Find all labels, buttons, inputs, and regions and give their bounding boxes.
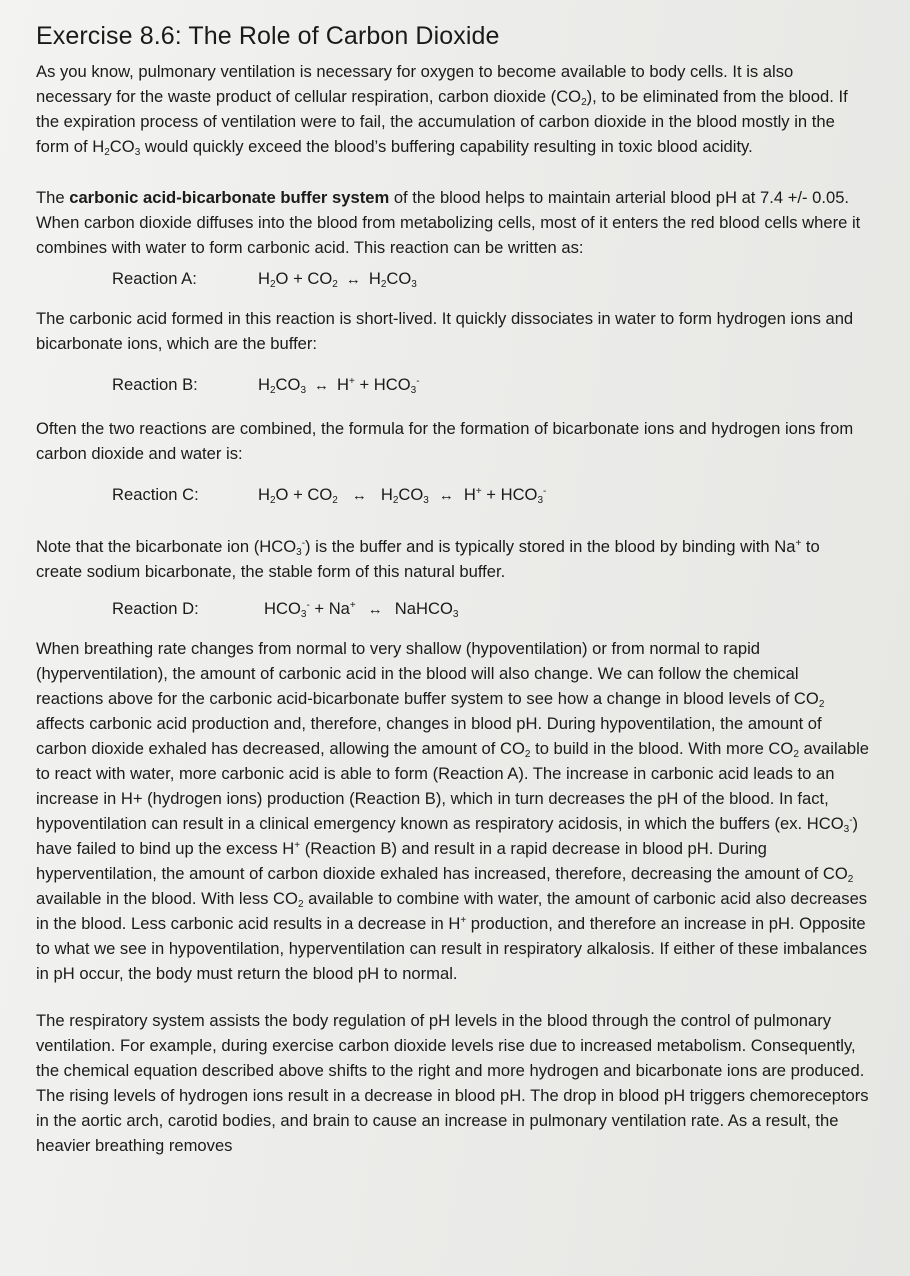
reaction-a-equation: $H_2O + CO_2$ ↔ $H_2CO_3$ (258, 269, 417, 290)
reaction-c (36, 482, 870, 508)
buffer-paragraph: The carbonic acid-bicarbonate buffer system of the blood helps to maintain arterial blood pH at 7.4 +/- 0.05. When carbon dioxide diffuses into the blood from metabolizing cells, most of it enters the red blood cells where it combines with water to form carbonic acid. This reaction can be written as: (36, 188, 861, 257)
reaction-b-equation: $H_2CO_3$ ↔ $H^+ + HCO_3^-$ (258, 375, 420, 396)
reaction-a-label: Reaction A: (112, 269, 197, 288)
page-title: Exercise 8.6: The Role of Carbon Dioxide (36, 22, 500, 50)
breathing-paragraph: When breathing rate changes from normal to very shallow (hypoventilation) or from normal to rapid (hyperventilation), the amount of carbonic acid in the blood will also change. We can follow the chemical reactions above for the carbonic acid-bicarbonate buffer system to see how a change in blood levels of $CO_2$ affects carbonic acid production and, therefore, changes in blood pH. During hypoventilation, the amount of carbon dioxide exhaled has decreased, allowing the amount of $CO_2$ to build in the blood. With more $CO_2$ available to react with water, more carbonic acid is able to form (Reaction A). The increase in carbonic acid leads to an increase in H+ (hydrogen ions) production (Reaction B), which in turn decreases the pH of the blood. In fact, hypoventilation can result in a clinical emergency known as respiratory acidosis, in which the buffers (ex. $HCO_3^-$) have failed to bind up the excess H+ (Reaction B) and result in a rapid decrease in blood pH. During hyperventilation, the amount of carbon dioxide exhaled has increased, therefore, decreasing the amount of $CO_2$ available in the blood. With less $CO_2$ available to combine with water, the amount of carbonic acid also decreases in the blood. Less carbonic acid results in a decrease in H+ production, and therefore an increase in pH. Opposite to what we see in hypoventilation, hyperventilation can result in respiratory alkalosis. If either of these imbalances in pH occur, the body must return the blood pH to normal. (36, 639, 870, 983)
equilibrium-arrow-icon: ↔ (367, 601, 383, 618)
reaction-d-label: Reaction D: (112, 599, 199, 618)
reaction-b (36, 372, 870, 398)
equilibrium-arrow-icon: ↔ (314, 377, 329, 394)
short-lived-paragraph: The carbonic acid formed in this reaction is short-lived. It quickly dissociates in water to form hydrogen ions and bicarbonate ions, which are the buffer: (36, 309, 854, 353)
buffer-system-term: carbonic acid-bicarbonate buffer system (69, 188, 390, 207)
reaction-c-label: Reaction C: (112, 485, 199, 504)
reaction-d (36, 596, 870, 622)
intro-paragraph: As you know, pulmonary ventilation is necessary for oxygen to become available to body cells. It is also necessary for the waste product of cellular respiration, carbon dioxide $(CO_2)$, to be eliminated from the blood. If the expiration process of ventilation were to fail, the accumulation of carbon dioxide in the blood mostly in the form of $H_2CO_3$ would quickly exceed the blood’s buffering capability resulting in toxic blood acidity. (36, 62, 848, 158)
reaction-d-equation: $HCO_3^- + Na^+$ ↔ NaHCO$_3$ (264, 599, 459, 620)
reaction-b-label: Reaction B: (112, 375, 198, 394)
equilibrium-arrow-icon: ↔ (351, 487, 367, 504)
reaction-a (36, 266, 870, 292)
equilibrium-arrow-icon: ↔ (345, 271, 361, 288)
note-paragraph: Note that the bicarbonate ion $(HCO_3^-)$ is the buffer and is typically stored in the blood by binding with Na+ to create sodium bicarbonate, the stable form of this natural buffer. (36, 537, 820, 581)
equilibrium-arrow-icon: ↔ (438, 487, 454, 504)
combined-paragraph: Often the two reactions are combined, the formula for the formation of bicarbonate ions and hydrogen ions from carbon dioxide and water is: (36, 419, 854, 463)
respiratory-paragraph: The respiratory system assists the body regulation of pH levels in the blood through the control of pulmonary ventilation. For example, during exercise carbon dioxide levels rise due to increased metabolism. Consequently, the chemical equation described above shifts to the right and more hydrogen and bicarbonate ions are produced. The rising levels of hydrogen ions result in a decrease in blood pH. The drop in blood pH triggers chemoreceptors in the aortic arch, carotid bodies, and brain to cause an increase in pulmonary ventilation rate. As a result, the heavier breathing removes (36, 1011, 869, 1155)
reaction-c-equation: $H_2O + CO_2$ ↔ $H_2CO_3$ ↔ $H^+ + HCO_3^-$ (258, 485, 547, 506)
